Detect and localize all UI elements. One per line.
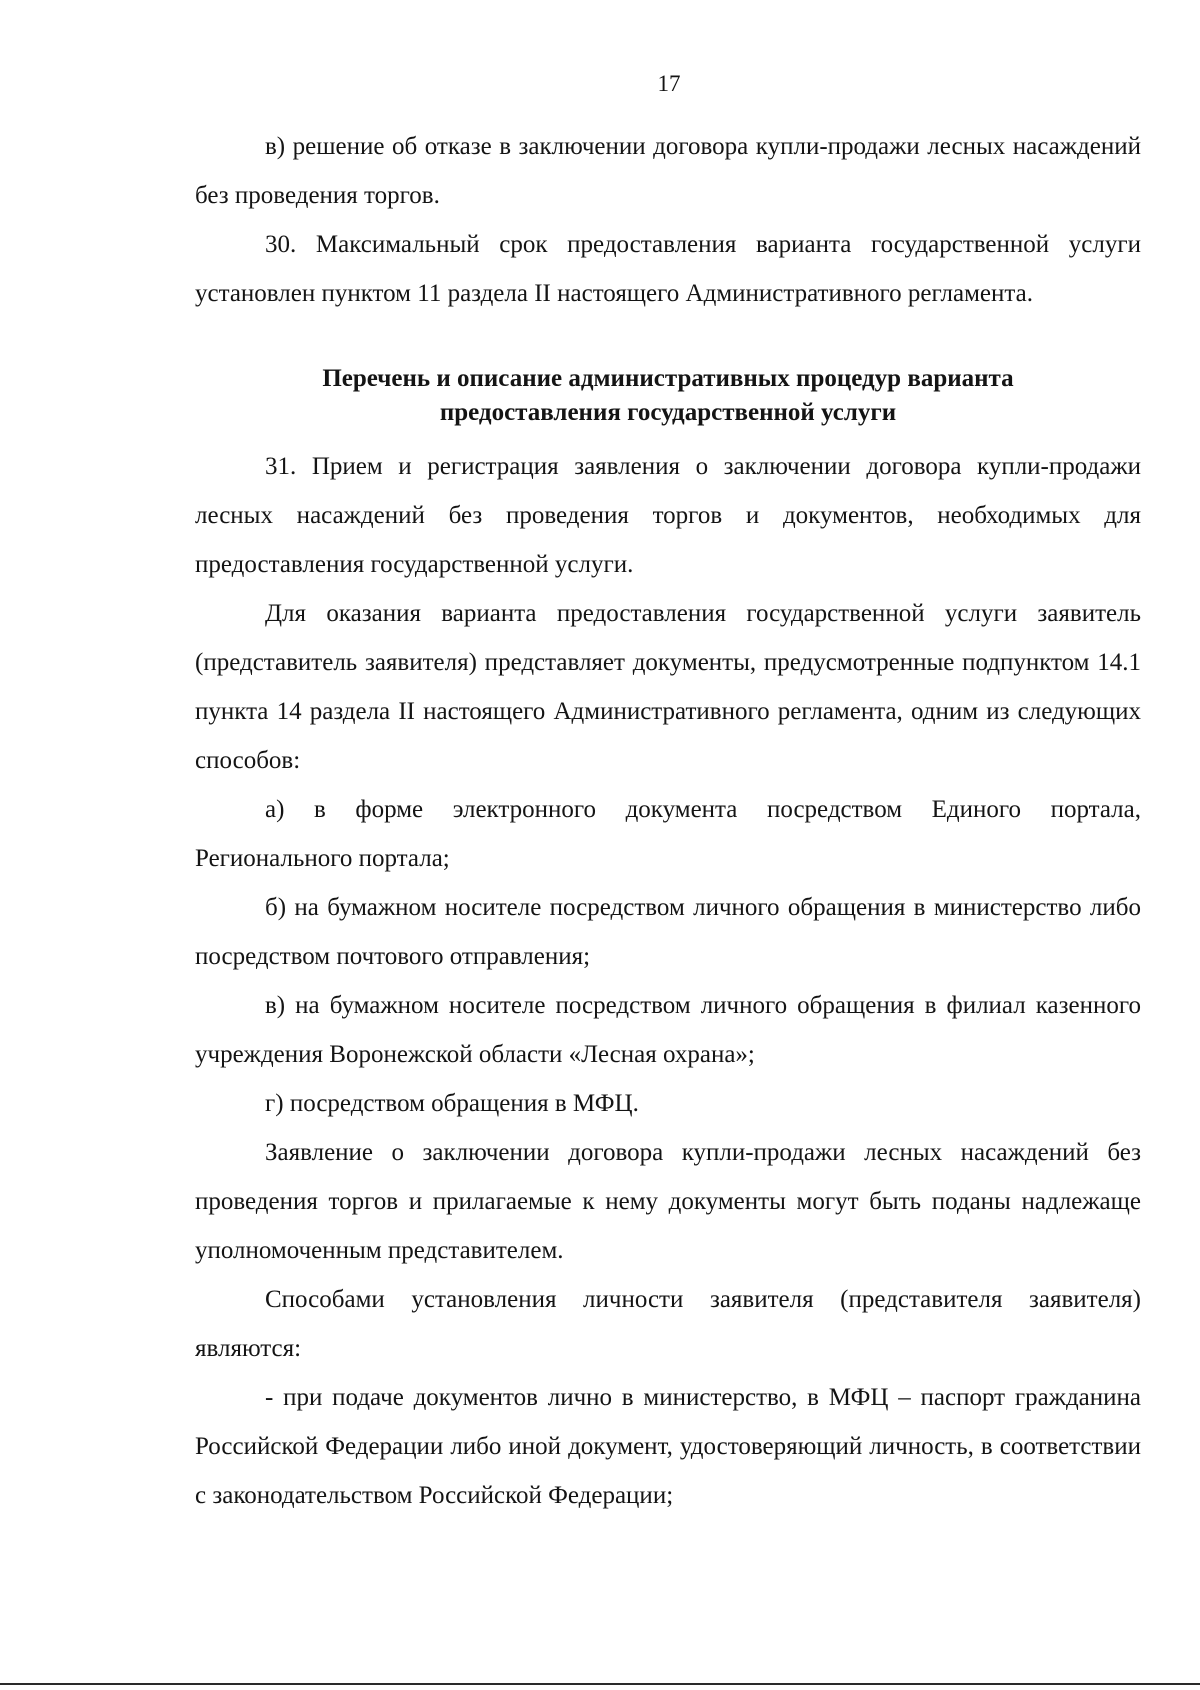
paragraph-option-a: а) в форме электронного документа посредством Единого портала, Регионального портала; <box>195 796 1141 872</box>
section-heading <box>195 362 1141 430</box>
paragraph-identity-passport: - при подаче документов лично в министерство, в МФЦ – паспорт гражданина Российской Федерации либо иной документ, удостоверяющий личность, в соответствии с законодательством Российской Федерации; <box>195 1384 1141 1509</box>
document-body <box>195 122 1141 1520</box>
paragraph-submission-intro: Для оказания варианта предоставления государственной услуги заявитель (представитель заявителя) представляет документы, предусмотренные подпунктом 14.1 пункта 14 раздела II настоящего Административного регламента, одним из следующих способов: <box>195 600 1141 774</box>
section-heading-line-2: предоставления государственной услуги <box>439 399 897 426</box>
paragraph-decision-refusal: в) решение об отказе в заключении договора купли-продажи лесных насаждений без проведения торгов. <box>195 133 1141 209</box>
paragraph-option-b: б) на бумажном носителе посредством личного обращения в министерство либо посредством почтового отправления; <box>195 894 1141 970</box>
paragraph-option-v: в) на бумажном носителе посредством личного обращения в филиал казенного учреждения Воронежской области «Лесная охрана»; <box>195 992 1141 1068</box>
paragraph-item-31: 31. Прием и регистрация заявления о заключении договора купли-продажи лесных насаждений без проведения торгов и документов, необходимых для предоставления государственной услуги. <box>195 453 1141 578</box>
section-heading-line-1: Перечень и описание административных процедур варианта <box>322 365 1014 392</box>
page-bottom-rule <box>0 1683 1200 1685</box>
paragraph-item-30: 30. Максимальный срок предоставления варианта государственной услуги установлен пунктом 11 раздела II настоящего Административного регламента. <box>195 231 1141 307</box>
page-number: 17 <box>657 71 681 96</box>
paragraph-identity-methods: Способами установления личности заявителя (представителя заявителя) являются: <box>195 1286 1141 1362</box>
paragraph-representative: Заявление о заключении договора купли-продажи лесных насаждений без проведения торгов и прилагаемые к нему документы могут быть поданы надлежаще уполномоченным представителем. <box>195 1139 1141 1264</box>
paragraph-option-g: г) посредством обращения в МФЦ. <box>265 1090 639 1117</box>
